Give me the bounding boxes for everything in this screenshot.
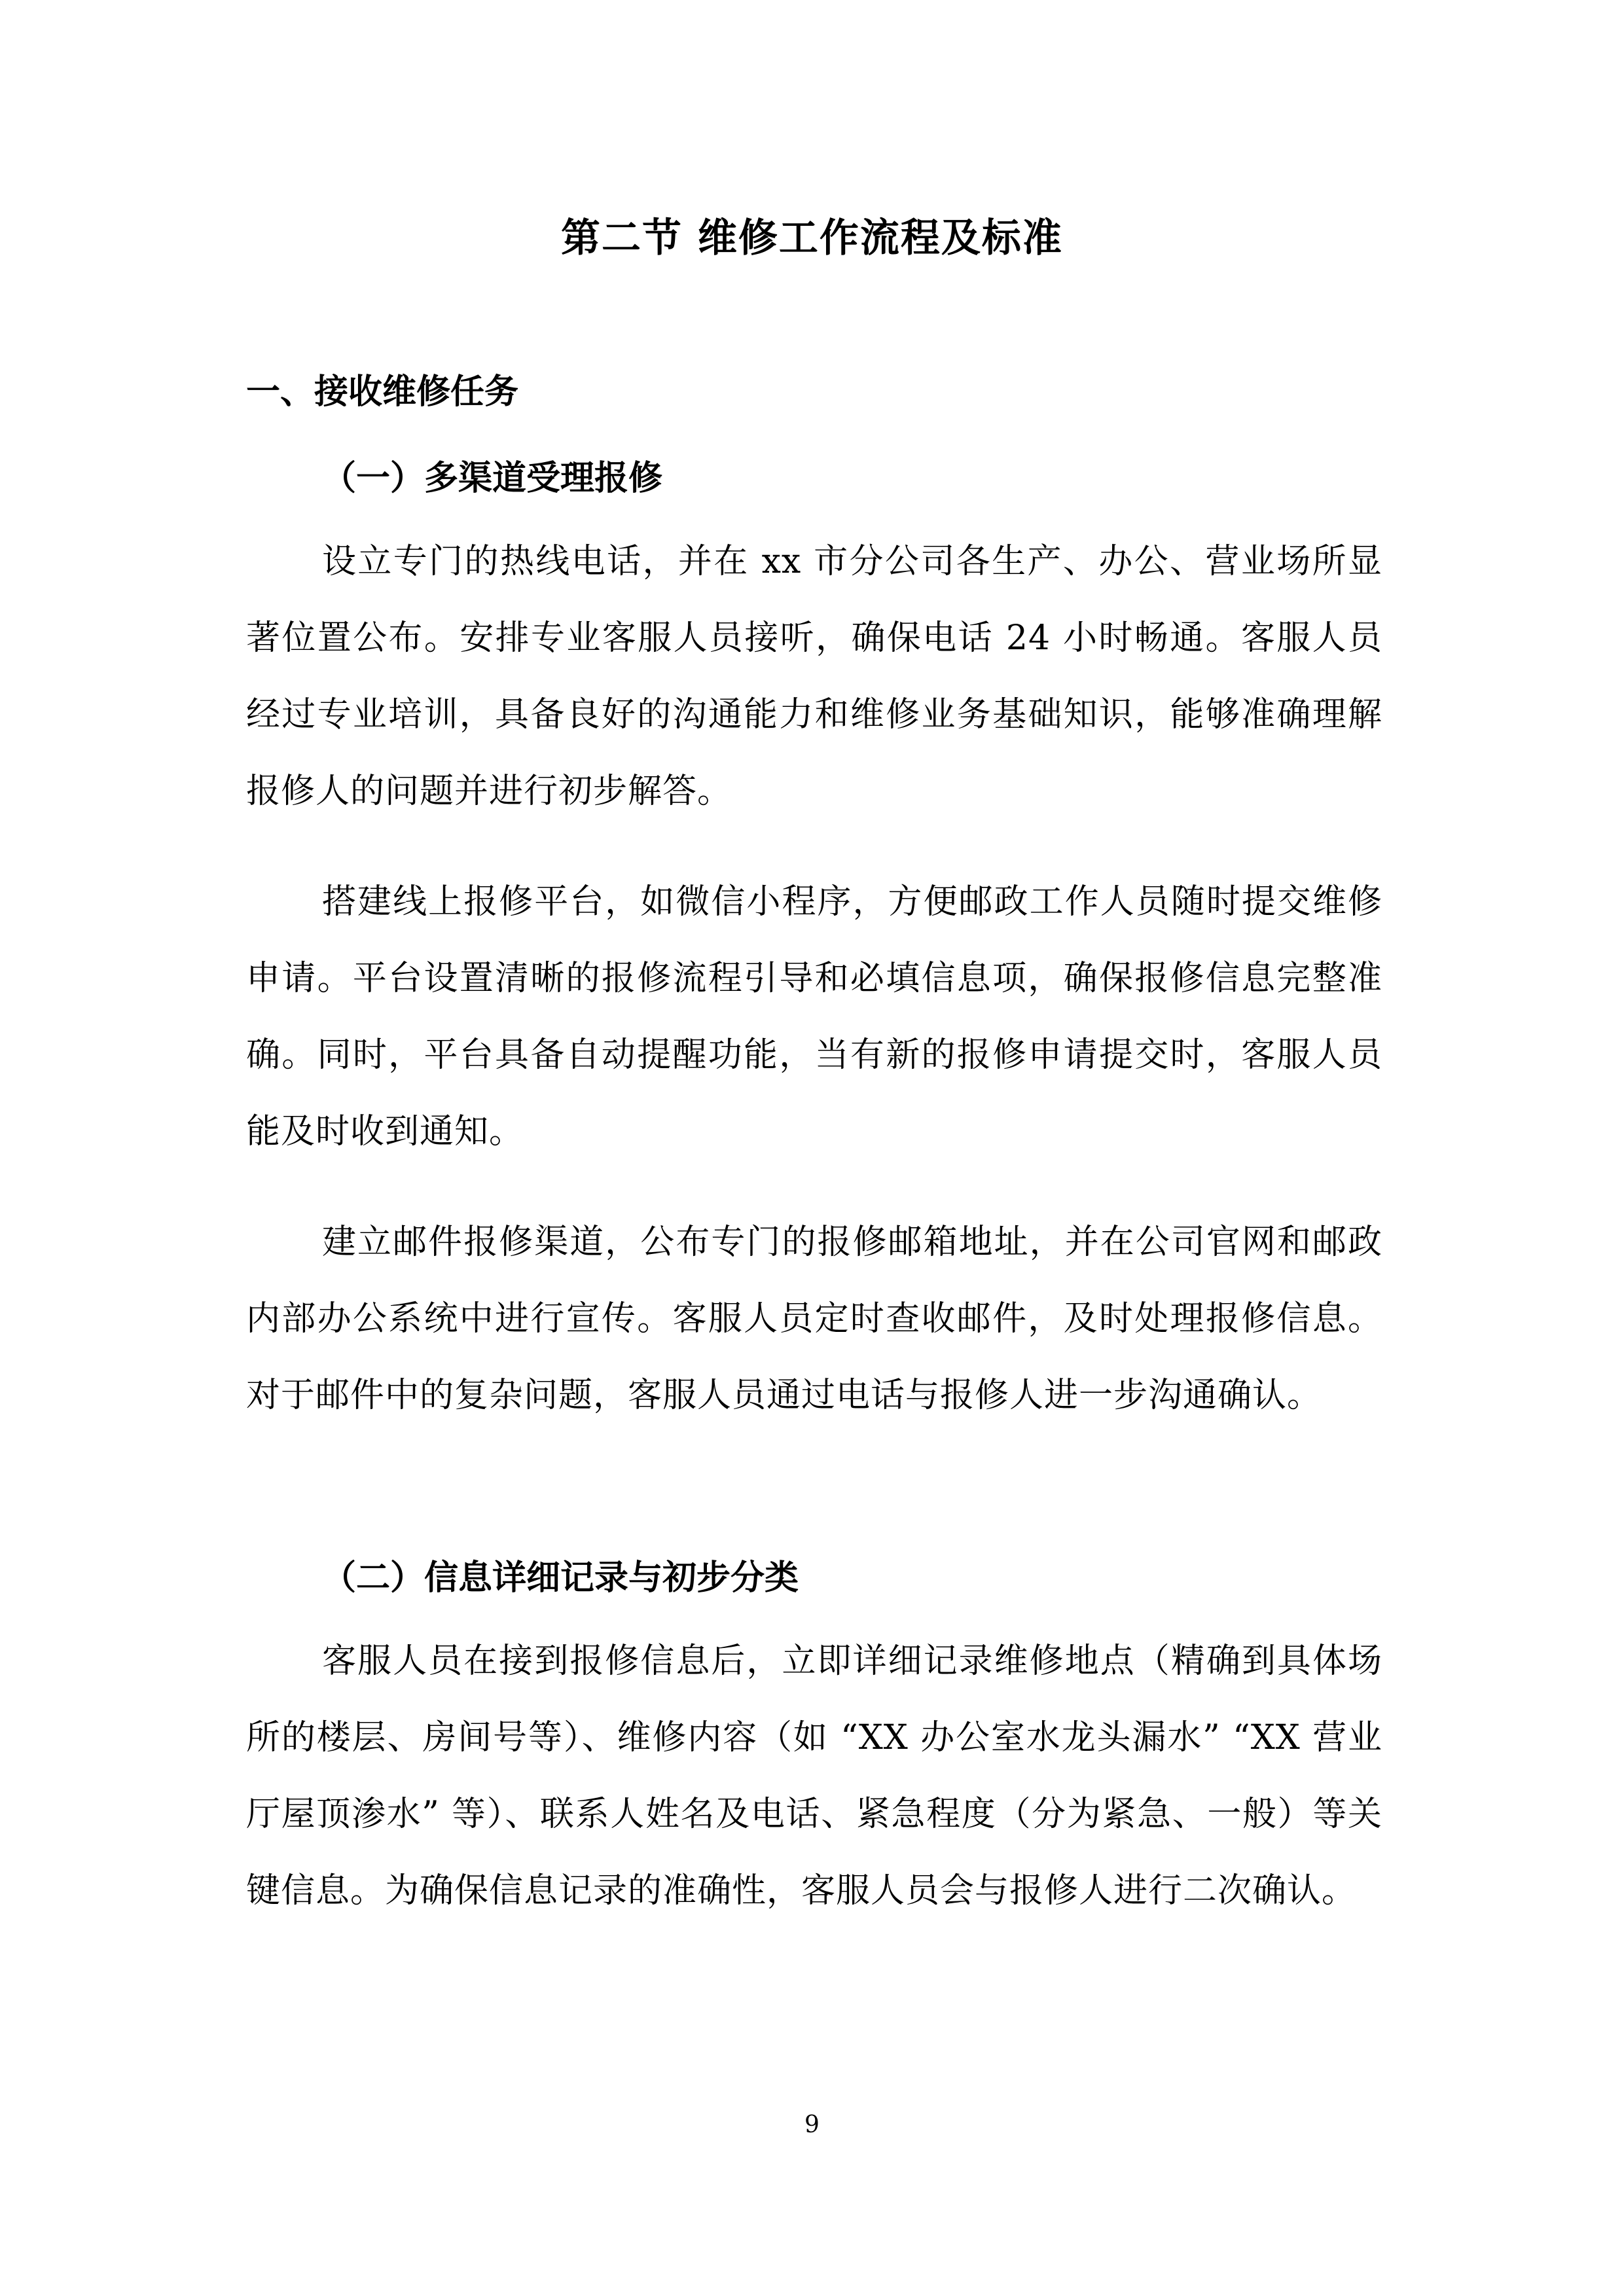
paragraph-record-classification: 客服人员在接到报修信息后，立即详细记录维修地点（精确到具体场所的楼层、房间号等）、维修内容（如 “XX 办公室水龙头漏水” “XX 营业厅屋顶渗水” 等）、联系人姓名及电话、紧急程度（分为紧急、一般）等关键信息。为确保信息记录的准确性，客服人员会与报修人进行二次确认。 bbox=[246, 1641, 1382, 1910]
paragraph-email-channel: 建立邮件报修渠道，公布专门的报修邮箱地址，并在公司官网和邮政内部办公系统中进行宣传。客服人员定时查收邮件，及时处理报修信息。对于邮件中的复杂问题，客服人员通过电话与报修人进一步沟通确认。 bbox=[246, 1223, 1382, 1415]
section-heading: 一、接收维修任务 bbox=[246, 372, 519, 412]
page-title: 第二节 维修工作流程及标准 bbox=[561, 215, 1063, 261]
subsection-heading-2: （二）信息详细记录与初步分类 bbox=[322, 1558, 799, 1598]
paragraph-online-platform: 搭建线上报修平台，如微信小程序，方便邮政工作人员随时提交维修申请。平台设置清晰的报修流程引导和必填信息项，确保报修信息完整准确。同时，平台具备自动提醒功能，当有新的报修申请提交时，客服人员能及时收到通知。 bbox=[246, 882, 1382, 1151]
subsection-heading-1: （一）多渠道受理报修 bbox=[322, 458, 663, 498]
paragraph-hotline: 设立专门的热线电话，并在 xx 市分公司各生产、办公、营业场所显著位置公布。安排专业客服人员接听，确保电话 24 小时畅通。客服人员经过专业培训，具备良好的沟通能力和维修业务基础知识，能够准确理解报修人的问题并进行初步解答。 bbox=[246, 542, 1382, 811]
page-number: 9 bbox=[804, 2111, 820, 2138]
